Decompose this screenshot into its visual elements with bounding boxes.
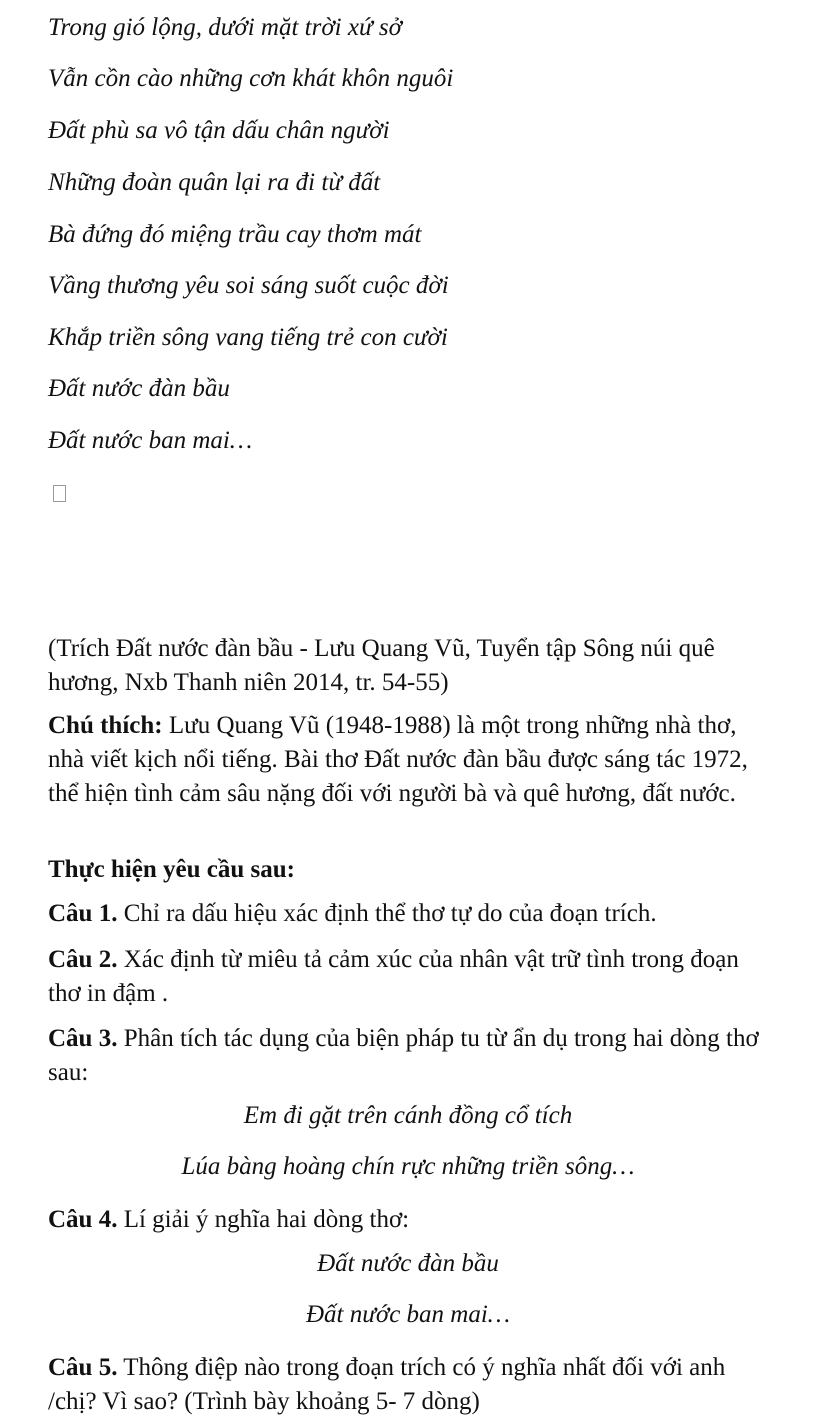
task-heading: Thực hiện yêu cầu sau:	[48, 856, 295, 883]
question-5-label: Câu 5.	[48, 1354, 118, 1381]
poem-line-2: Vẫn cồn cào những cơn khát khôn nguôi	[48, 65, 454, 92]
note-text: Lưu Quang Vũ (1948-1988) là một trong những nhà thơ, nhà viết kịch nổi tiếng. Bài thơ Đất nước đàn bầu được sáng tác 1972, thể hiện tình cảm sâu nặng đối với người bà và quê hương, đất nước.	[48, 712, 748, 807]
poem-line-5: Bà đứng đó miệng trầu cay thơm mát	[48, 221, 422, 248]
question-2-text: Xác định từ miêu tả cảm xúc của nhân vật trữ tình trong đoạn thơ in đậm .	[48, 946, 739, 1007]
question-1-label: Câu 1.	[48, 900, 118, 927]
question-1	[48, 897, 768, 931]
poem-line-1: Trong gió lộng, dưới mặt trời xứ sở	[48, 14, 402, 41]
poem-line-3: Đất phù sa vô tận dấu chân người	[48, 117, 390, 144]
question-2-label: Câu 2.	[48, 946, 118, 973]
poem-line-7: Khắp triền sông vang tiếng trẻ con cười	[48, 324, 448, 351]
question-2	[48, 943, 768, 1011]
quote-q3-line-1: Em đi gặt trên cánh đồng cổ tích	[243, 1102, 573, 1129]
question-5-text: Thông điệp nào trong đoạn trích có ý nghĩa nhất đối với anh /chị? Vì sao? (Trình bày khoảng 5- 7 dòng)	[48, 1354, 726, 1415]
note-label: Chú thích:	[48, 712, 163, 739]
poem-line-9: Đất nước ban mai…	[48, 427, 253, 454]
note-paragraph	[48, 709, 768, 811]
source-citation: (Trích Đất nước đàn bầu - Lưu Quang Vũ, Tuyển tập Sông núi quê hương, Nxb Thanh niên 2014, tr. 54-55)	[48, 635, 715, 696]
quote-q4-line-1: Đất nước đàn bầu	[317, 1250, 499, 1277]
question-5	[48, 1351, 768, 1419]
placeholder-box-icon	[53, 485, 66, 502]
question-3	[48, 1022, 768, 1090]
quote-q4-line-2: Đất nước ban mai…	[305, 1301, 511, 1328]
poem-line-4: Những đoàn quân lại ra đi từ đất	[48, 169, 381, 196]
question-4	[48, 1203, 768, 1237]
question-4-text: Lí giải ý nghĩa hai dòng thơ:	[117, 1206, 410, 1233]
question-3-label: Câu 3.	[48, 1025, 118, 1052]
question-1-text: Chỉ ra dấu hiệu xác định thể thơ tự do của đoạn trích.	[117, 900, 657, 927]
quote-q3-line-2: Lúa bàng hoàng chín rực những triền sông…	[181, 1153, 635, 1180]
poem-line-6: Vầng thương yêu soi sáng suốt cuộc đời	[48, 272, 449, 299]
question-3-text: Phân tích tác dụng của biện pháp tu từ ẩn dụ trong hai dòng thơ sau:	[48, 1025, 759, 1086]
poem-line-8: Đất nước đàn bầu	[48, 375, 230, 402]
question-4-label: Câu 4.	[48, 1206, 118, 1233]
